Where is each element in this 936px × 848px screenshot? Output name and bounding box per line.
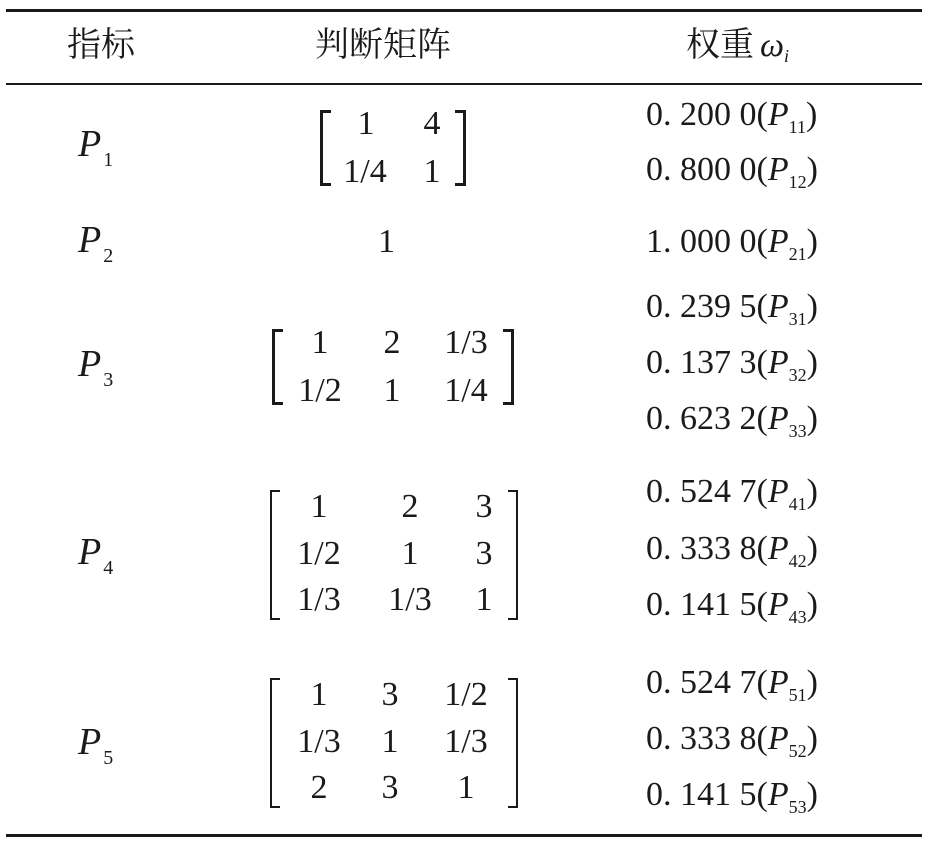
matrix-cell: 1 — [457, 769, 475, 806]
matrix-p3 — [272, 324, 514, 409]
matrix-cell: 1 — [310, 676, 328, 713]
weight-p51: 0. 524 $7(P_{51})$ — [646, 664, 818, 705]
matrix-bracket-right — [503, 329, 514, 405]
matrix-cell: 1 — [310, 488, 328, 525]
weight-p42: 0. 333 $8(P_{42})$ — [646, 530, 818, 571]
matrix-cell: 1/2 — [444, 676, 488, 713]
indicator-p5: P $_5$ — [78, 721, 114, 769]
weight-p32: 0. 137 $3(P_{32})$ — [646, 344, 818, 385]
matrix-cell: 1/2 — [297, 535, 341, 572]
matrix-cell: 3 — [381, 769, 399, 806]
weight-p52: 0. 333 $8(P_{52})$ — [646, 720, 818, 761]
matrix-cell: 1 — [357, 105, 375, 142]
matrix-cell: 3 — [381, 676, 399, 713]
indicator-p3: P $_3$ — [78, 343, 114, 391]
matrix-cell: 1 — [383, 372, 401, 409]
table-header-rule — [6, 83, 922, 85]
matrix-cell: 1/3 — [444, 324, 488, 361]
table-bottom-rule — [6, 834, 922, 837]
header-judgment-matrix: 判断矩阵 — [315, 27, 451, 64]
matrix-cell: 1 — [423, 153, 441, 190]
matrix-bracket-left — [320, 110, 331, 186]
weight-p21: 1. 000 $0(P_{21})$ — [646, 223, 818, 264]
matrix-cell: 1/4 — [444, 372, 488, 409]
weight-p41: 0. 524 $7(P_{41})$ — [646, 473, 818, 514]
header-indicator: 指标 — [67, 27, 135, 64]
matrix-cell: 1 — [381, 723, 399, 760]
scalar-p2: 1 — [378, 223, 395, 260]
matrix-bracket-right — [455, 110, 466, 186]
matrix-cell: 2 — [401, 488, 419, 525]
matrix-cell: 4 — [423, 105, 441, 142]
weight-p12: 0. 800 $0(P_{12})$ — [646, 151, 818, 192]
header-weight-label: 权重 — [686, 27, 754, 64]
header-weight — [686, 22, 789, 80]
matrix-cell: 1 — [311, 324, 329, 361]
matrix-bracket-left — [272, 329, 283, 405]
indicator-p4: P $_4$ — [78, 531, 114, 579]
matrix-cell: 1/3 — [388, 581, 432, 618]
header-weight-symbol: $\omega_i$ — [760, 27, 790, 66]
matrix-cell: 1 — [401, 535, 419, 572]
matrix-bracket-left — [270, 490, 280, 620]
matrix-cell: 2 — [310, 769, 328, 806]
matrix-bracket-right — [508, 678, 518, 808]
indicator-p1: P $_1$ — [78, 123, 114, 171]
weight-p31: 0. 239 $5(P_{31})$ — [646, 288, 818, 329]
matrix-p1 — [320, 105, 466, 190]
matrix-cell: 1 — [475, 581, 493, 618]
matrix-bracket-left — [270, 678, 280, 808]
table-top-rule — [6, 9, 922, 12]
matrix-cell: 1/4 — [343, 153, 387, 190]
matrix-bracket-right — [508, 490, 518, 620]
weight-p11: 0. 200 $0(P_{11})$ — [646, 96, 818, 137]
weight-p43: 0. 141 $5(P_{43})$ — [646, 586, 818, 627]
indicator-p2: P $_2$ — [78, 219, 114, 267]
matrix-cell: 1/2 — [298, 372, 342, 409]
matrix-p4 — [270, 490, 518, 620]
matrix-cell: 3 — [475, 535, 493, 572]
matrix-cell: 1/3 — [444, 723, 488, 760]
matrix-cell: 2 — [383, 324, 401, 361]
weight-p53: 0. 141 $5(P_{53})$ — [646, 776, 818, 817]
matrix-cell: 1/3 — [297, 723, 341, 760]
matrix-p5 — [270, 678, 518, 808]
matrix-cell: 1/3 — [297, 581, 341, 618]
weight-p33: 0. 623 $2(P_{33})$ — [646, 400, 818, 441]
matrix-cell: 3 — [475, 488, 493, 525]
